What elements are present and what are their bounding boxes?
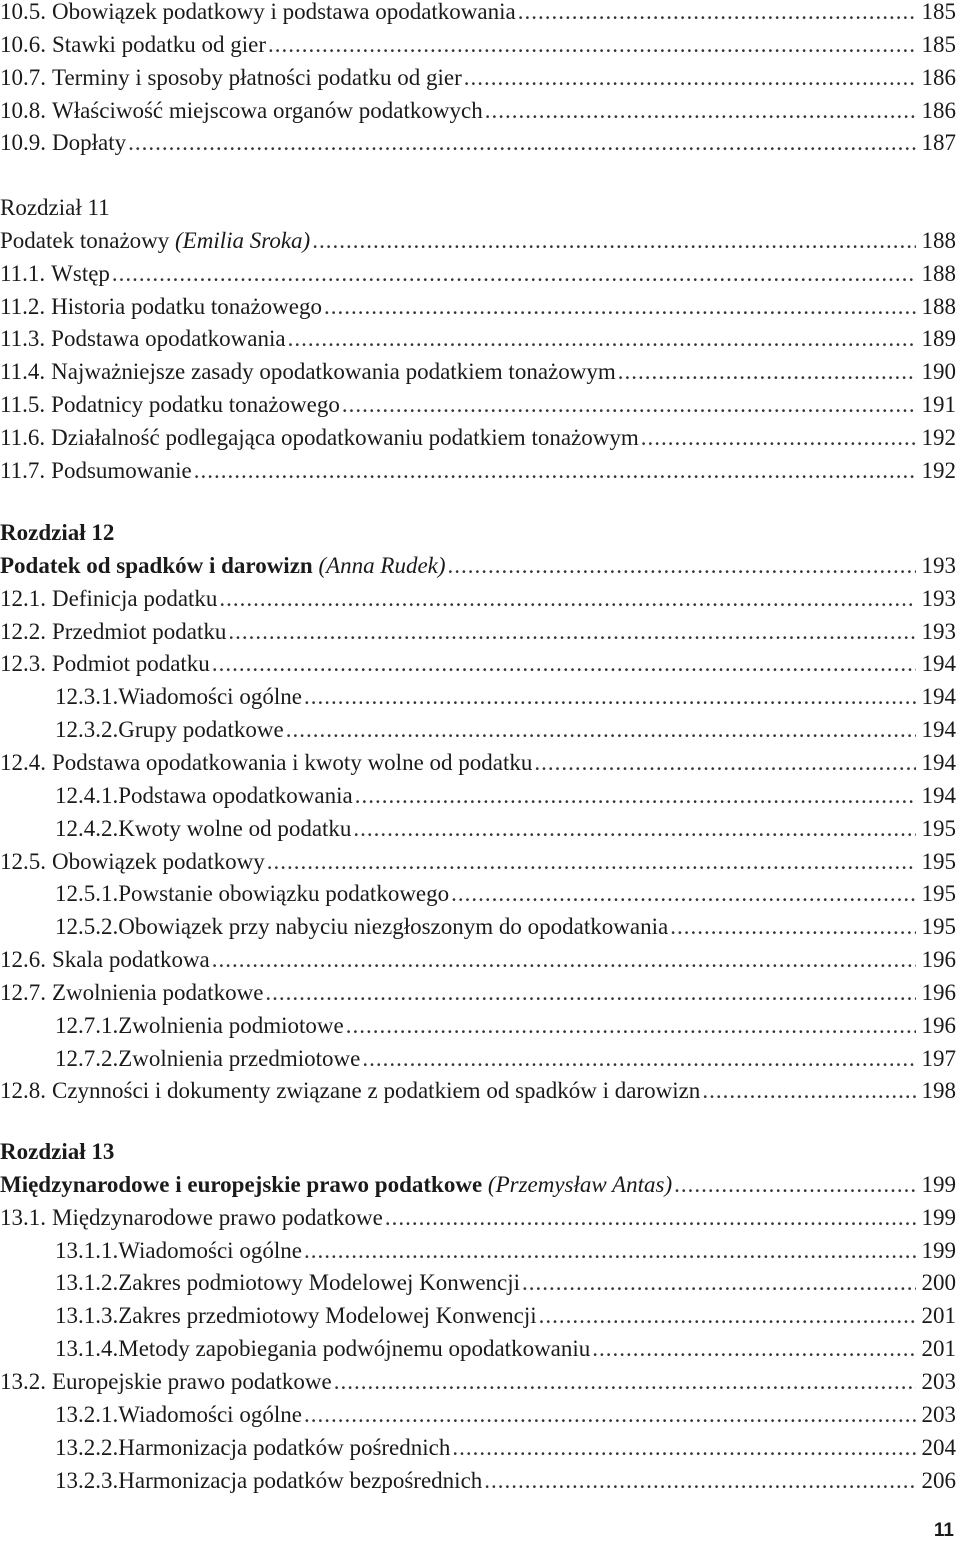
- dot-leader: [346, 1010, 916, 1042]
- entry-number: 13.2.2.: [55, 1434, 119, 1460]
- chapter-page: 193: [921, 552, 956, 578]
- dot-leader: [228, 616, 916, 648]
- entry-page: 189: [921, 326, 956, 352]
- entry-number: 11.1.: [0, 260, 46, 286]
- entry-page: 194: [921, 749, 956, 775]
- dot-leader: [534, 747, 916, 779]
- dot-leader: [464, 62, 916, 94]
- entry-page: 195: [921, 881, 956, 907]
- dot-leader: [670, 911, 916, 943]
- dot-leader: [618, 356, 916, 388]
- entry-title: Definicja podatku: [52, 585, 218, 611]
- toc-entry[interactable]: [0, 714, 956, 746]
- entry-title: Podmiot podatku: [52, 651, 210, 677]
- entry-title: Podatnicy podatku tonażowego: [51, 392, 340, 418]
- entry-title: Międzynarodowe prawo podatkowe: [52, 1204, 383, 1230]
- entry-number: 11.7.: [0, 457, 46, 483]
- dot-leader: [212, 944, 916, 976]
- entry-page: 193: [921, 585, 956, 611]
- toc-entry[interactable]: [0, 127, 956, 159]
- entry-number: 12.5.2.: [55, 914, 119, 940]
- entry-title: Zwolnienia podatkowe: [52, 979, 264, 1005]
- entry-number: 11.6.: [0, 424, 46, 450]
- entry-number: 10.6.: [0, 31, 46, 57]
- toc-entry[interactable]: [0, 1075, 956, 1107]
- entry-title: Obowiązek podatkowy: [52, 848, 265, 874]
- toc-entry[interactable]: [0, 846, 956, 878]
- entry-number: 10.7.: [0, 64, 46, 90]
- entry-title: Obowiązek przy nabyciu niezgłoszonym do opodatkowania: [118, 914, 669, 940]
- entry-title: Najważniejsze zasady opodatkowania podatkiem tonażowym: [51, 359, 616, 385]
- dot-leader: [702, 1075, 916, 1107]
- chapter-title: Podatek tonażowy: [0, 227, 170, 253]
- entry-title: Europejskie prawo podatkowe: [52, 1368, 332, 1394]
- entry-number: 12.1.: [0, 585, 46, 611]
- dot-leader: [304, 681, 916, 713]
- entry-page: 203: [921, 1401, 956, 1427]
- dot-leader: [485, 95, 916, 127]
- dot-leader: [355, 780, 916, 812]
- dot-leader: [288, 323, 916, 355]
- dot-leader: [385, 1202, 916, 1234]
- entry-title: Kwoty wolne od podatku: [118, 815, 352, 841]
- dot-leader: [592, 1333, 916, 1365]
- toc-entry[interactable]: [0, 878, 956, 910]
- entry-page: 192: [921, 457, 956, 483]
- entry-page: 197: [921, 1045, 956, 1071]
- dot-leader: [128, 127, 916, 159]
- entry-title: Zwolnienia przedmiotowe: [118, 1045, 361, 1071]
- toc-entry[interactable]: [0, 648, 956, 680]
- entry-number: 12.3.2.: [55, 717, 119, 743]
- dot-leader: [312, 225, 916, 257]
- entry-page: 200: [921, 1270, 956, 1296]
- entry-number: 12.7.1.: [55, 1012, 119, 1038]
- entry-title: Powstanie obowiązku podatkowego: [118, 881, 450, 907]
- entry-title: Harmonizacja podatków bezpośrednich: [118, 1467, 483, 1493]
- dot-leader: [448, 550, 916, 582]
- entry-page: 185: [921, 31, 956, 57]
- entry-number: 13.1.3.: [55, 1303, 119, 1329]
- toc-entry[interactable]: [0, 1300, 956, 1332]
- toc-entry[interactable]: [0, 813, 956, 845]
- entry-number: 12.3.: [0, 651, 46, 677]
- dot-leader: [334, 1366, 916, 1398]
- entry-number: 13.1.2.: [55, 1270, 119, 1296]
- toc-entry[interactable]: [0, 747, 956, 779]
- entry-title: Zakres przedmiotowy Modelowej Konwencji: [118, 1303, 537, 1329]
- entry-page: 190: [921, 359, 956, 385]
- entry-page: 196: [921, 979, 956, 1005]
- dot-leader: [518, 0, 916, 28]
- chapter-label: Rozdział 13: [0, 1139, 115, 1164]
- toc-entry[interactable]: [0, 356, 956, 388]
- entry-title: Terminy i sposoby płatności podatku od gier: [52, 64, 462, 90]
- dot-leader: [219, 583, 916, 615]
- entry-page: 204: [921, 1434, 956, 1460]
- dot-leader: [539, 1300, 916, 1332]
- entry-number: 10.5.: [0, 0, 46, 24]
- toc-entry[interactable]: [0, 1465, 956, 1497]
- entry-title: Metody zapobiegania podwójnemu opodatkowaniu: [118, 1336, 591, 1362]
- entry-title: Podstawa opodatkowania: [51, 326, 286, 352]
- entry-number: 10.8.: [0, 97, 46, 123]
- entry-number: 12.7.2.: [55, 1045, 119, 1071]
- entry-number: 13.2.3.: [55, 1467, 119, 1493]
- entry-number: 13.2.1.: [55, 1401, 119, 1427]
- entry-page: 194: [921, 782, 956, 808]
- entry-number: 11.5.: [0, 392, 46, 418]
- entry-number: 12.4.2.: [55, 815, 119, 841]
- entry-page: 194: [921, 684, 956, 710]
- dot-leader: [522, 1267, 916, 1299]
- entry-page: 199: [921, 1237, 956, 1263]
- toc-entry[interactable]: [0, 1399, 956, 1431]
- entry-page: 188: [921, 260, 956, 286]
- entry-title: Dopłaty: [52, 130, 127, 156]
- toc-entry[interactable]: [0, 95, 956, 127]
- toc-entry[interactable]: [0, 1267, 956, 1299]
- entry-page: 193: [921, 618, 956, 644]
- entry-number: 12.4.: [0, 749, 46, 775]
- entry-number: 12.8.: [0, 1078, 46, 1104]
- entry-page: 186: [921, 64, 956, 90]
- dot-leader: [641, 422, 916, 454]
- chapter-author: (Anna Rudek): [312, 552, 446, 578]
- entry-title: Wstęp: [51, 260, 110, 286]
- toc-entry[interactable]: [0, 1010, 956, 1042]
- chapter-title-row[interactable]: [0, 225, 956, 257]
- toc-entry[interactable]: [0, 323, 956, 355]
- entry-number: 12.5.: [0, 848, 46, 874]
- entry-title: Zakres podmiotowy Modelowej Konwencji: [118, 1270, 521, 1296]
- entry-title: Wiadomości ogólne: [118, 1237, 302, 1263]
- chapter-page: 199: [921, 1171, 956, 1197]
- toc-entry[interactable]: [0, 291, 956, 323]
- entry-title: Działalność podlegająca opodatkowaniu podatkiem tonażowym: [51, 424, 639, 450]
- chapter-page: 188: [921, 227, 956, 253]
- toc-entry[interactable]: [0, 258, 956, 290]
- entry-number: 13.2.: [0, 1368, 46, 1394]
- entry-number: 11.4.: [0, 359, 46, 385]
- entry-number: 11.3.: [0, 326, 46, 352]
- chapter-label: Rozdział 12: [0, 520, 115, 545]
- toc-entry[interactable]: [0, 0, 956, 28]
- entry-title: Czynności i dokumenty związane z podatkiem od spadków i darowizn: [52, 1078, 701, 1104]
- entry-page: 194: [921, 717, 956, 743]
- toc-entry[interactable]: [0, 1366, 956, 1398]
- chapter-author: (Emilia Sroka): [169, 227, 311, 253]
- entry-title: Obowiązek podatkowy i podstawa opodatkowania: [52, 0, 516, 24]
- toc-entry[interactable]: [0, 389, 956, 421]
- dot-leader: [324, 291, 916, 323]
- entry-title: Wiadomości ogólne: [118, 684, 302, 710]
- chapter-title: Podatek od spadków i darowizn: [0, 552, 313, 578]
- toc-entry[interactable]: [0, 455, 956, 487]
- entry-number: 13.1.: [0, 1204, 46, 1230]
- toc-entry[interactable]: [0, 29, 956, 61]
- entry-title: Podsumowanie: [51, 457, 192, 483]
- toc-entry[interactable]: [0, 583, 956, 615]
- dot-leader: [112, 258, 916, 290]
- dot-leader: [265, 977, 916, 1009]
- toc-entry[interactable]: [0, 681, 956, 713]
- entry-page: 203: [921, 1368, 956, 1394]
- entry-page: 201: [921, 1336, 956, 1362]
- chapter-label: Rozdział 11: [0, 195, 110, 220]
- entry-number: 13.1.1.: [55, 1237, 119, 1263]
- entry-title: Grupy podatkowe: [118, 717, 284, 743]
- entry-title: Skala podatkowa: [52, 947, 210, 973]
- entry-title: Zwolnienia podmiotowe: [118, 1012, 344, 1038]
- entry-title: Historia podatku tonażowego: [51, 293, 322, 319]
- chapter-title-row[interactable]: [0, 1169, 956, 1201]
- entry-title: Właściwość miejscowa organów podatkowych: [52, 97, 483, 123]
- dot-leader: [194, 455, 916, 487]
- dot-leader: [484, 1465, 916, 1497]
- toc-entry[interactable]: [0, 422, 956, 454]
- entry-page: 201: [921, 1303, 956, 1329]
- dot-leader: [268, 29, 916, 61]
- toc-entry[interactable]: [0, 1202, 956, 1234]
- dot-leader: [286, 714, 916, 746]
- entry-page: 195: [921, 815, 956, 841]
- entry-title: Przedmiot podatku: [52, 618, 227, 644]
- dot-leader: [451, 878, 916, 910]
- toc-entry[interactable]: [0, 1333, 956, 1365]
- chapter-title: Międzynarodowe i europejskie prawo podatkowe: [0, 1171, 483, 1197]
- dot-leader: [212, 648, 916, 680]
- entry-number: 12.5.1.: [55, 881, 119, 907]
- toc-entry[interactable]: [0, 944, 956, 976]
- entry-number: 13.1.4.: [55, 1336, 119, 1362]
- entry-page: 194: [921, 651, 956, 677]
- toc-entry[interactable]: [0, 1432, 956, 1464]
- page-number: 11: [933, 1520, 954, 1541]
- toc-entry[interactable]: [0, 977, 956, 1009]
- entry-title: Podstawa opodatkowania i kwoty wolne od podatku: [52, 749, 533, 775]
- toc-entry[interactable]: [0, 616, 956, 648]
- dot-leader: [304, 1235, 916, 1267]
- entry-page: 185: [921, 0, 956, 24]
- entry-page: 206: [921, 1467, 956, 1493]
- dot-leader: [342, 389, 916, 421]
- entry-number: 11.2.: [0, 293, 46, 319]
- toc-entry[interactable]: [0, 62, 956, 94]
- entry-page: 188: [921, 293, 956, 319]
- chapter-author: (Przemysław Antas): [482, 1171, 673, 1197]
- entry-page: 187: [921, 130, 956, 156]
- dot-leader: [362, 1043, 916, 1075]
- entry-page: 196: [921, 947, 956, 973]
- dot-leader: [674, 1169, 916, 1201]
- entry-title: Harmonizacja podatków pośrednich: [118, 1434, 451, 1460]
- toc-entry[interactable]: [0, 1043, 956, 1075]
- dot-leader: [452, 1432, 916, 1464]
- entry-page: 198: [921, 1078, 956, 1104]
- chapter-title-row[interactable]: [0, 550, 956, 582]
- entry-title: Wiadomości ogólne: [118, 1401, 302, 1427]
- dot-leader: [353, 813, 916, 845]
- toc-entry[interactable]: [0, 911, 956, 943]
- entry-number: 12.6.: [0, 947, 46, 973]
- entry-page: 186: [921, 97, 956, 123]
- entry-page: 196: [921, 1012, 956, 1038]
- entry-number: 12.7.: [0, 979, 46, 1005]
- entry-title: Podstawa opodatkowania: [118, 782, 353, 808]
- entry-page: 191: [921, 392, 956, 418]
- entry-page: 195: [921, 914, 956, 940]
- entry-title: Stawki podatku od gier: [52, 31, 266, 57]
- entry-number: 12.3.1.: [55, 684, 119, 710]
- dot-leader: [304, 1399, 916, 1431]
- entry-page: 195: [921, 848, 956, 874]
- dot-leader: [267, 846, 916, 878]
- entry-number: 12.2.: [0, 618, 46, 644]
- toc-entry[interactable]: [0, 1235, 956, 1267]
- entry-number: 10.9.: [0, 130, 46, 156]
- entry-page: 192: [921, 424, 956, 450]
- entry-page: 199: [921, 1204, 956, 1230]
- entry-number: 12.4.1.: [55, 782, 119, 808]
- toc-entry[interactable]: [0, 780, 956, 812]
